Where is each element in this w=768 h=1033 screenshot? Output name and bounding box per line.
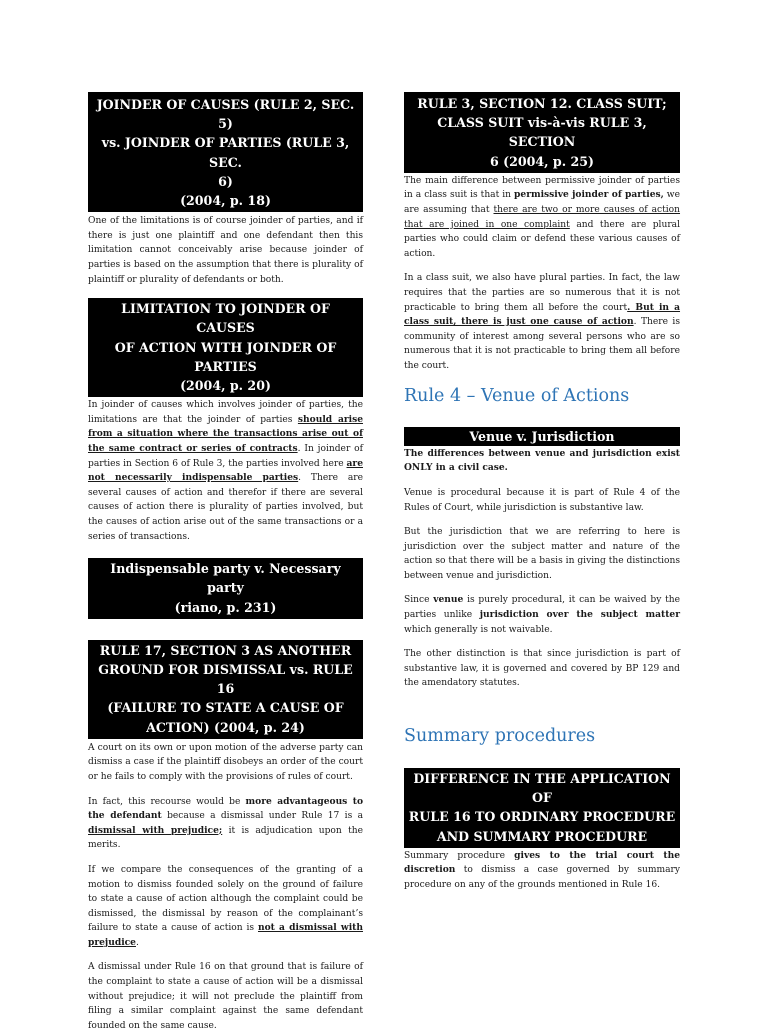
paragraph-bp-129: The other distinction is that since jurisdiction is part of substantive law, it is governed and covered by BP 129 and the amendatory statutes. (404, 649, 680, 689)
heading-class-suit: RULE 3, SECTION 12. CLASS SUIT; CLASS SUIT vis-à-vis RULE 3, SECTION 6 (2004, p. 25) (404, 92, 680, 173)
paragraph-venue-procedural: Venue is procedural because it is part of Rule 4 of the Rules of Court, while jurisdiction is substantive law. (404, 487, 680, 513)
paragraph-summary-discretion: Summary procedure gives to the trial court the discretion to dismiss a case governed by summary procedure on any of the grounds mentioned in Rule 16. (404, 849, 681, 891)
heading-limitation-joinder: LIMITATION TO JOINDER OF CAUSES OF ACTION WITH JOINDER OF PARTIES (2004, p. 20) (88, 298, 363, 397)
paragraph-venue-waived: Since venue is purely procedural, it can be waived by the parties unlike jurisdiction over the subject matter which generally is not waivable. (404, 594, 680, 635)
heading-rule-17: RULE 17, SECTION 3 AS ANOTHER GROUND FOR DISMISSAL vs. RULE 16 (FAILURE TO STATE A CAUSE OF ACTION) (2004, p. 24) (88, 640, 363, 739)
heading-rule-16-summary: DIFFERENCE IN THE APPLICATION OF RULE 16 TO ORDINARY PROCEDURE AND SUMMARY PROCEDURE (404, 768, 680, 848)
heading-indispensable-party: Indispensable party v. Necessary party (riano, p. 231) (88, 558, 363, 619)
paragraph-permissive-joinder: The main difference between permissive joinder of parties in a class suit is that in permissive joinder of parties, we are assuming that there are two or more causes of action that are joined in one complaint and there are plural parties who could claim or defend these various causes of action. (404, 175, 681, 259)
paragraph-venue-civil: The differences between venue and jurisdiction exist ONLY in a civil case. (404, 447, 680, 474)
paragraph-joinder-causes-parties: In joinder of causes which involves joinder of parties, the limitations are that the joinder of parties should arise from a situation where the transactions arise out of the same contract or series of contracts. In joinder of parties in Section 6 of Rule 3, the parties involved here are not necessarily indispensable parties. There are several causes of action and therefor if there are several causes of action there is plurality of parties involved, but the causes of action arise out of the same transactions or a series of transactions. (88, 400, 363, 542)
section-title-summary: Summary procedures (404, 726, 596, 747)
heading-venue-jurisdiction: Venue v. Jurisdiction (404, 427, 680, 446)
paragraph-joinder-limitations: One of the limitations is of course joinder of parties, and if there is just one plaintiff and one defendant then this limitation cannot conceivably arise because joinder of parties is based on the assumption that there is plurality of plaintiff or plurality of defendants or both. (88, 216, 363, 285)
left-column (88, 92, 363, 1033)
right-column (404, 92, 680, 893)
heading-joinder-of-causes: JOINDER OF CAUSES (RULE 2, SEC. 5) vs. JOINDER OF PARTIES (RULE 3, SEC. 6) (2004, p. 18) (88, 92, 363, 212)
paragraph-advantageous: In fact, this recourse would be more advantageous to the defendant because a dismissal under Rule 17 is a dismissal with prejudice; it is adjudication upon the merits. (88, 795, 364, 851)
paragraph-compare-consequences: If we compare the consequences of the granting of a motion to dismiss founded solely on the ground of failure to state a cause of action although the complaint could be dismissed, the dismissal by reason of the complainant’s failure to state a cause of action is not a dismissal with prejudice. (88, 864, 363, 948)
paragraph-court-dismiss: A court on its own or upon motion of the adverse party can dismiss a case if the plaintiff disobeys an order of the court or he fails to comply with the provisions of rules of court. (88, 742, 363, 782)
paragraph-jurisdiction-subject: But the jurisdiction that we are referring to here is jurisdiction over the subject matter and nature of the action so that there will be a basis in giving the distinctions between venue and jurisdiction. (404, 527, 680, 581)
section-title-venue: Rule 4 – Venue of Actions (404, 385, 630, 406)
paragraph-class-suit-plural: In a class suit, we also have plural parties. In fact, the law requires that the parties are so numerous that it is not practicable to bring them all before the court. But in a class suit, there is just one cause of action. There is community of interest among several persons who are so numerous that it is not practicable to bring them all before the court. (404, 273, 681, 371)
paragraph-dismissal-rule-16: A dismissal under Rule 16 on that ground that is failure of the complaint to state a cause of action will be a dismissal without prejudice; it will not preclude the plaintiff from filing a similar complaint against the same defendant founded on the same cause. (88, 962, 363, 1031)
